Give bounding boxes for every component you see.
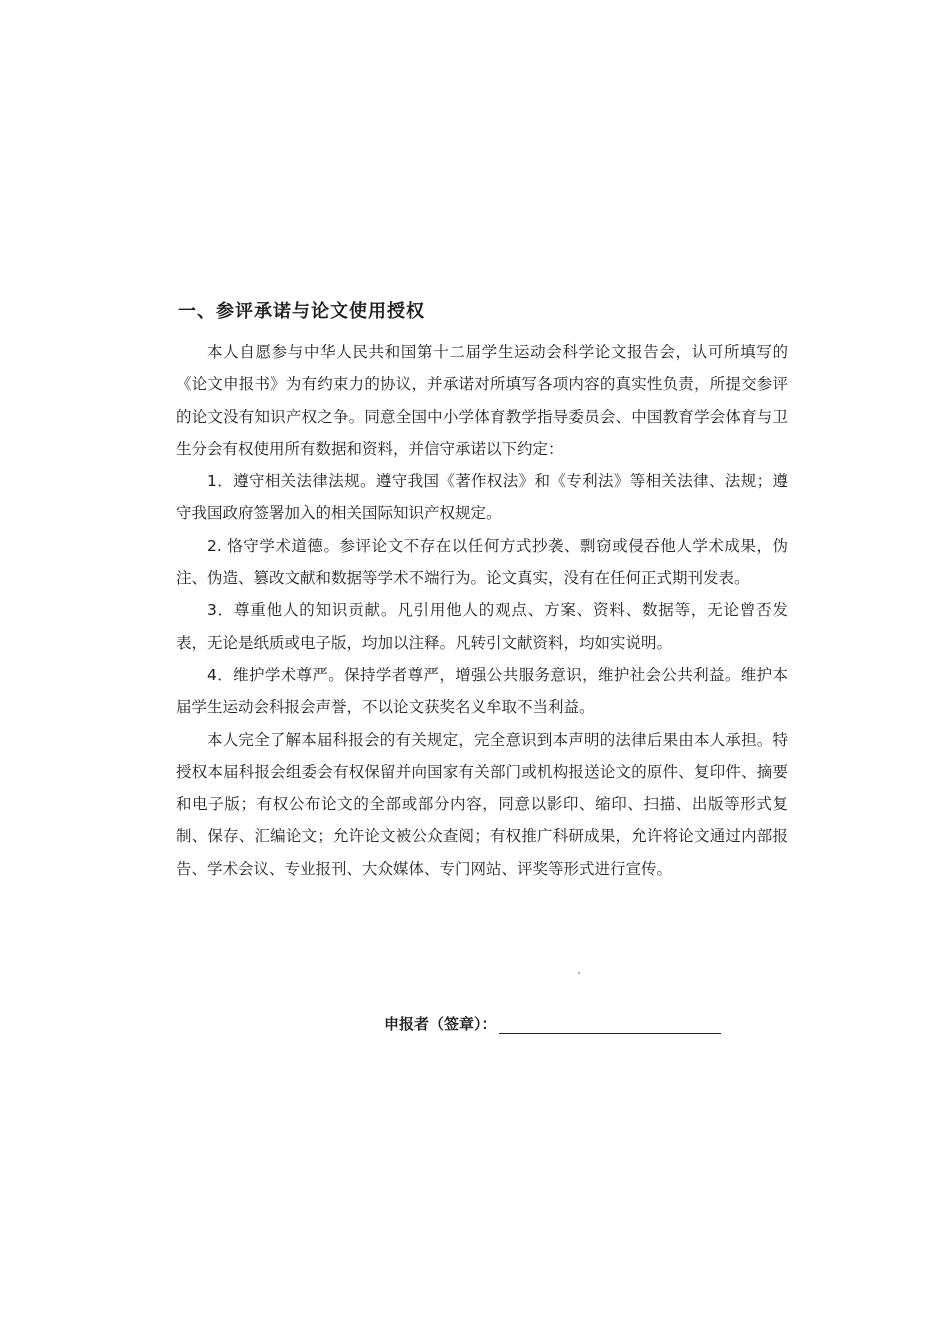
clause-1-paragraph: 1．遵守相关法律法规。遵守我国《著作权法》和《专利法》等相关法律、法规；遵守我国政府签署加入的相关国际知识产权规定。 — [176, 472, 788, 523]
clause-3-paragraph: 3．尊重他人的知识贡献。凡引用他人的观点、方案、资料、数据等，无论曾否发表，无论是纸质或电子版，均加以注释。凡转引文献资料，均如实说明。 — [176, 601, 788, 652]
signature-line[interactable] — [499, 1013, 721, 1034]
section-heading: 一、参评承诺与论文使用授权 — [178, 301, 425, 322]
commitment-text — [176, 336, 788, 885]
authorization-paragraph: 本人完全了解本届科报会的有关规定，完全意识到本声明的法律后果由本人承担。特授权本届科报会组委会有权保留并向国家有关部门或机构报送论文的原件、复印件、摘要和电子版；有权公布论文的全部或部分内容，同意以影印、缩印、扫描、出版等形式复制、保存、汇编论文；允许论文被公众查阅；有权推广科研成果，允许将论文通过内部报告、学术会议、专业报刊、大众媒体、专门网站、评奖等形式进行宣传。 — [176, 730, 788, 878]
clause-2-paragraph: 2. 恪守学术道德。参评论文不存在以任何方式抄袭、剽窃或侵吞他人学术成果，伪注、伪造、篡改文献和数据等学术不端行为。论文真实，没有在任何正式期刊发表。 — [176, 536, 788, 588]
clause-4-paragraph: 4．维护学术尊严。保持学者尊严，增强公共服务意识，维护社会公共利益。维护本届学生运动会科报会声誉，不以论文获奖名义牟取不当利益。 — [176, 665, 788, 717]
scan-speck — [578, 972, 580, 974]
intro-paragraph: 本人自愿参与中华人民共和国第十二届学生运动会科学论文报告会，认可所填写的《论文申报书》为有约束力的协议，并承诺对所填写各项内容的真实性负责，所提交参评的论文没有知识产权之争。同意全国中小学体育教学指导委员会、中国教育学会体育与卫生分会有权使用所有数据和资料，并信守承诺以下约定： — [176, 343, 788, 458]
signature-block — [384, 1013, 721, 1034]
signature-label: 申报者（签章）： — [384, 1015, 497, 1033]
